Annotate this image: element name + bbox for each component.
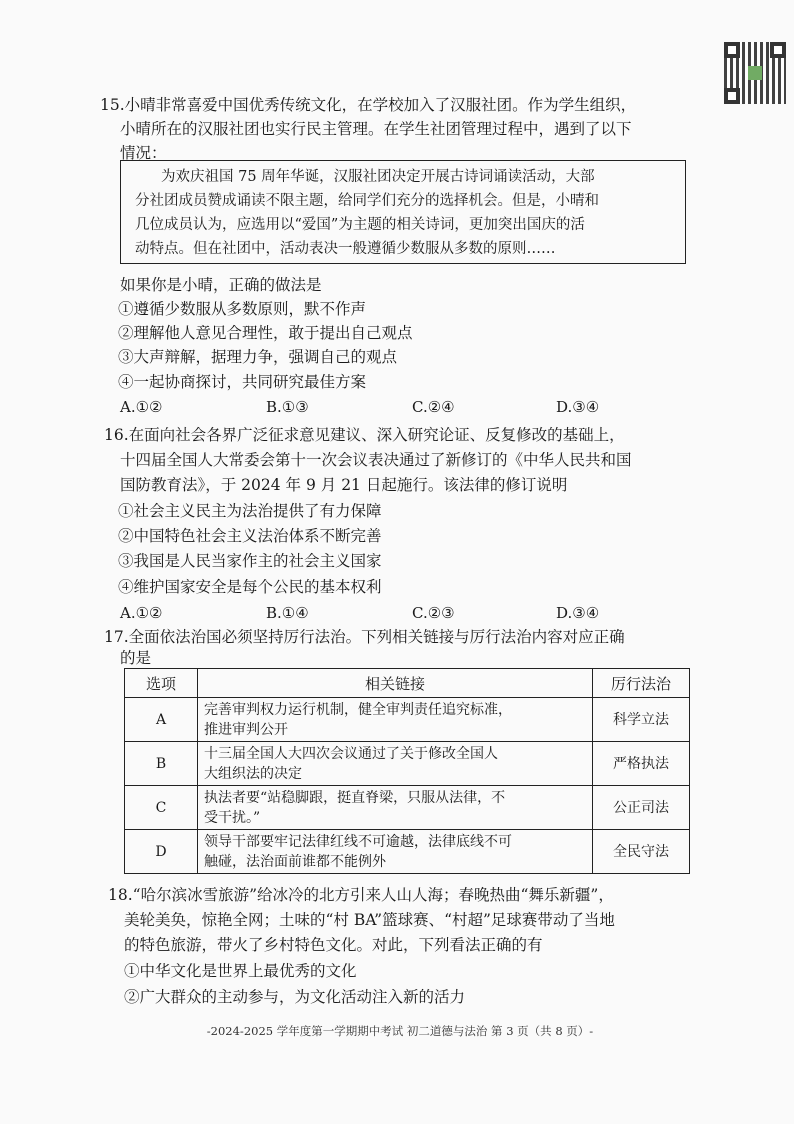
q15-stem-line: 小晴所在的汉服社团也实行民主管理。在学生社团管理过程中，遇到了以下 bbox=[120, 120, 632, 138]
scenario-line: 动特点。但在社团中，活动表决一般遵循少数服从多数的原则…… bbox=[135, 241, 556, 257]
row-link bbox=[198, 830, 593, 874]
q18-statement: ①中华文化是世界上最优秀的文化 bbox=[124, 962, 357, 980]
option-b[interactable]: B.①③ bbox=[266, 398, 309, 416]
q16-statement: ②中国特色社会主义法治体系不断完善 bbox=[118, 527, 382, 545]
row-link-line: 触碰，法治面前谁都不能例外 bbox=[204, 853, 386, 870]
option-a[interactable]: A.①② bbox=[120, 398, 163, 416]
q16-stem-line: 16.在面向社会各界广泛征求意见建议、深入研究论证、反复修改的基础上， bbox=[104, 426, 625, 444]
header-category: 厉行法治 bbox=[593, 669, 690, 698]
header-link: 相关链接 bbox=[198, 669, 593, 698]
q15-statement: ③大声辩解，据理力争，强调自己的观点 bbox=[118, 348, 398, 366]
row-link-line: 推进审判公开 bbox=[204, 721, 288, 738]
row-category: 严格执法 bbox=[593, 742, 690, 786]
q18-stem-line: 18.“哈尔滨冰雪旅游”给冰冷的北方引来人山人海；春晚热曲“舞乐新疆”， bbox=[108, 886, 614, 904]
row-key: D bbox=[125, 830, 198, 874]
row-link-line: 受干扰。” bbox=[204, 809, 261, 826]
q15-statement: ④一起协商探讨，共同研究最佳方案 bbox=[118, 373, 367, 391]
option-c[interactable]: C.②④ bbox=[412, 398, 455, 416]
q17-table bbox=[124, 668, 690, 874]
q16-statement: ③我国是人民当家作主的社会主义国家 bbox=[118, 552, 382, 570]
q18-stem-line: 的特色旅游，带火了乡村特色文化。对此，下列看法正确的有 bbox=[124, 936, 543, 954]
option-d[interactable]: D.③④ bbox=[556, 398, 600, 416]
row-key: A bbox=[125, 698, 198, 742]
q15-stem-line: 情况： bbox=[120, 144, 167, 162]
scenario-line: 几位成员认为，应选用以“爱国”为主题的相关诗词，更加突出国庆的活 bbox=[135, 217, 585, 233]
q17-stem-line: 的是 bbox=[120, 649, 152, 667]
row-link bbox=[198, 742, 593, 786]
option-a[interactable]: A.①② bbox=[120, 604, 163, 622]
q16-stem-line: 十四届全国人大常委会第十一次会议表决通过了新修订的《中华人民共和国 bbox=[120, 451, 632, 469]
row-link bbox=[198, 698, 593, 742]
table-row bbox=[125, 830, 690, 874]
table-row bbox=[125, 742, 690, 786]
row-category: 科学立法 bbox=[593, 698, 690, 742]
scenario-line: 为欢庆祖国 75 周年华诞，汉服社团决定开展古诗词诵读活动，大部 bbox=[161, 169, 595, 185]
row-link-line: 完善审判权力运行机制，健全审判责任追究标准， bbox=[204, 701, 512, 718]
q18-statement: ②广大群众的主动参与，为文化活动注入新的活力 bbox=[124, 988, 466, 1006]
option-d[interactable]: D.③④ bbox=[556, 604, 600, 622]
q16-statement: ④维护国家安全是每个公民的基本权利 bbox=[118, 578, 382, 596]
q15-prompt: 如果你是小晴，正确的做法是 bbox=[120, 276, 322, 294]
q15-statement: ①遵循少数服从多数原则，默不作声 bbox=[118, 300, 367, 318]
row-key: B bbox=[125, 742, 198, 786]
q15-statement: ②理解他人意见合理性，敢于提出自己观点 bbox=[118, 324, 413, 342]
row-link-line: 执法者要“站稳脚跟，挺直脊梁，只服从法律，不 bbox=[204, 789, 506, 806]
q15-scenario-box bbox=[120, 160, 686, 264]
table-row bbox=[125, 698, 690, 742]
header-option: 选项 bbox=[125, 669, 198, 698]
row-link-line: 大组织法的决定 bbox=[204, 765, 302, 782]
row-category: 全民守法 bbox=[593, 830, 690, 874]
table-row bbox=[125, 786, 690, 830]
q15-stem-line: 15.小晴非常喜爱中国优秀传统文化，在学校加入了汉服社团。作为学生组织， bbox=[100, 96, 637, 114]
qr-code-icon bbox=[724, 42, 786, 104]
q16-stem-line: 国防教育法》，于 2024 年 9 月 21 日起施行。该法律的修订说明 bbox=[120, 476, 568, 494]
row-category: 公正司法 bbox=[593, 786, 690, 830]
row-link bbox=[198, 786, 593, 830]
row-link-line: 十三届全国人大四次会议通过了关于修改全国人 bbox=[204, 745, 498, 762]
row-key: C bbox=[125, 786, 198, 830]
scenario-line: 分社团成员赞成诵读不限主题，给同学们充分的选择机会。但是，小晴和 bbox=[135, 193, 599, 209]
table-header-row bbox=[125, 669, 690, 698]
row-link-line: 领导干部要牢记法律红线不可逾越，法律底线不可 bbox=[204, 833, 512, 850]
q18-stem-line: 美轮美奂，惊艳全网；土味的“村 BA”篮球赛、“村超”足球赛带动了当地 bbox=[124, 911, 615, 929]
option-c[interactable]: C.②③ bbox=[412, 604, 455, 622]
page-footer: -2024-2025 学年度第一学期期中考试 初二道德与法治 第 3 页（共 8 页）- bbox=[206, 1024, 594, 1038]
q17-stem-line: 17.全面依法治国必须坚持厉行法治。下列相关链接与厉行法治内容对应正确 bbox=[104, 628, 625, 646]
q16-statement: ①社会主义民主为法治提供了有力保障 bbox=[118, 502, 382, 520]
option-b[interactable]: B.①④ bbox=[266, 604, 309, 622]
